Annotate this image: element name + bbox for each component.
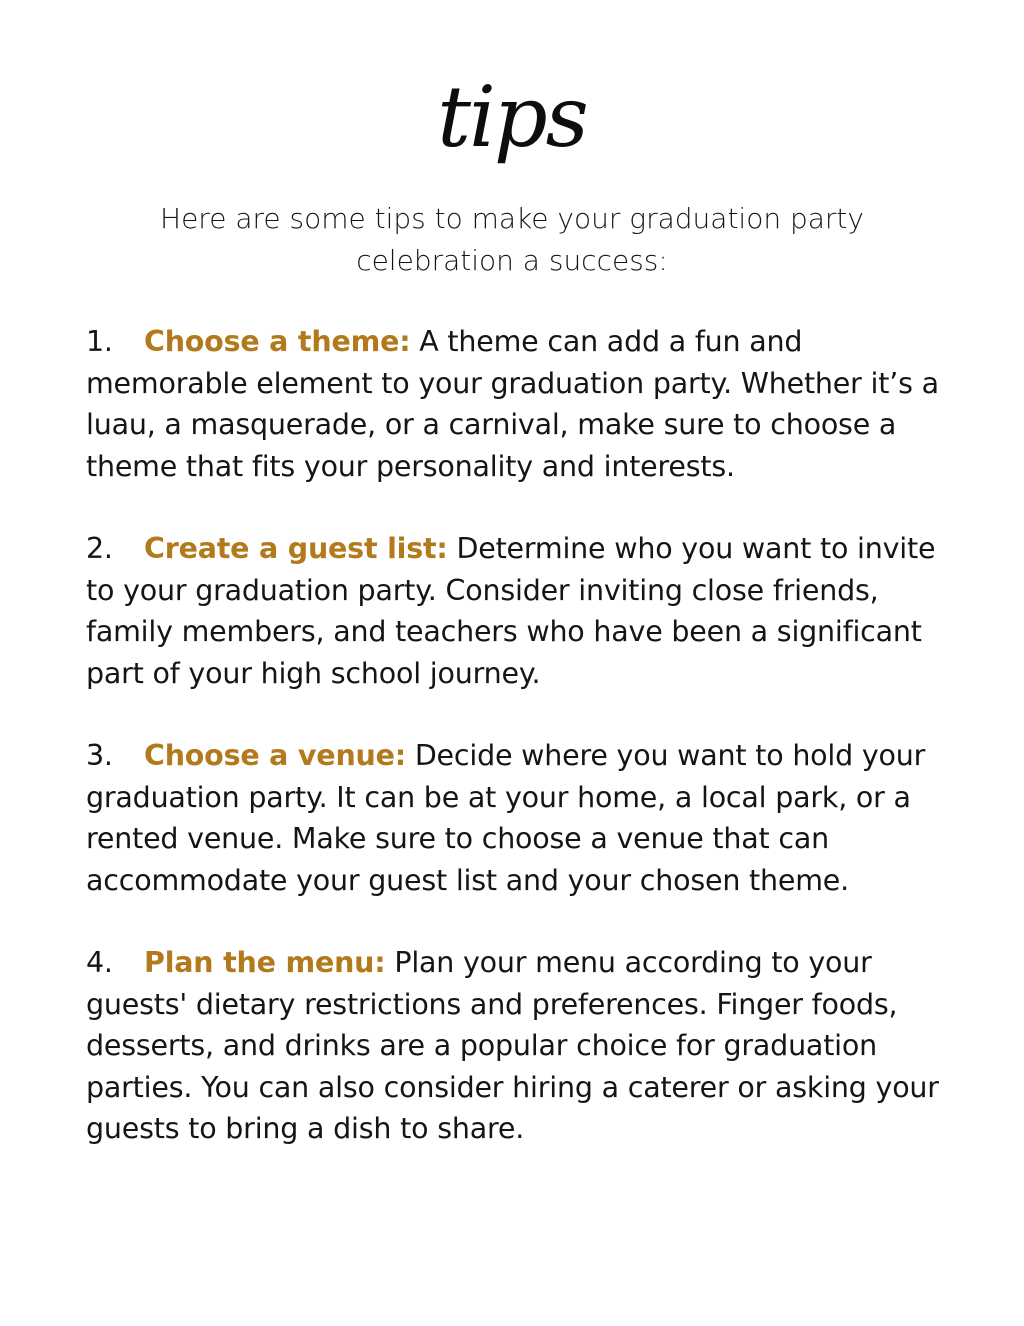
tip-item-venue <box>86 735 946 901</box>
tip-number: 4. <box>86 946 113 979</box>
tip-text: A theme can add a fun and memorable element to your graduation party. Whether it’s a luau, a masquerade, or a carnival, make sure to choose a theme that fits your personality and interests. <box>86 325 939 483</box>
tip-label: Create a guest list: <box>144 532 448 565</box>
tip-text: Determine who you want to invite to your graduation party. Consider inviting close friends, family members, and teachers who have been a significant part of your high school journey. <box>86 532 936 690</box>
tip-number: 2. <box>86 532 113 565</box>
tip-text: Plan your menu according to your guests' dietary restrictions and preferences. Finger foods, desserts, and drinks are a popular choice for graduation parties. You can also consider hiring a caterer or asking your guests to bring a dish to share. <box>86 946 939 1145</box>
tip-item-menu <box>86 942 946 1150</box>
intro-text: Here are some tips to make your graduation party celebration a success: <box>160 202 864 277</box>
page-title: tips <box>437 68 587 166</box>
tip-item-theme <box>86 321 946 487</box>
tip-label: Choose a venue: <box>144 739 406 772</box>
tip-number: 1. <box>86 325 113 358</box>
tip-label: Plan the menu: <box>144 946 386 979</box>
tip-item-guest-list <box>86 528 946 694</box>
tip-label: Choose a theme: <box>144 325 411 358</box>
tip-number: 3. <box>86 739 113 772</box>
tip-text: Decide where you want to hold your graduation party. It can be at your home, a local park, or a rented venue. Make sure to choose a venue that can accommodate your guest list and your chosen theme. <box>86 739 926 897</box>
